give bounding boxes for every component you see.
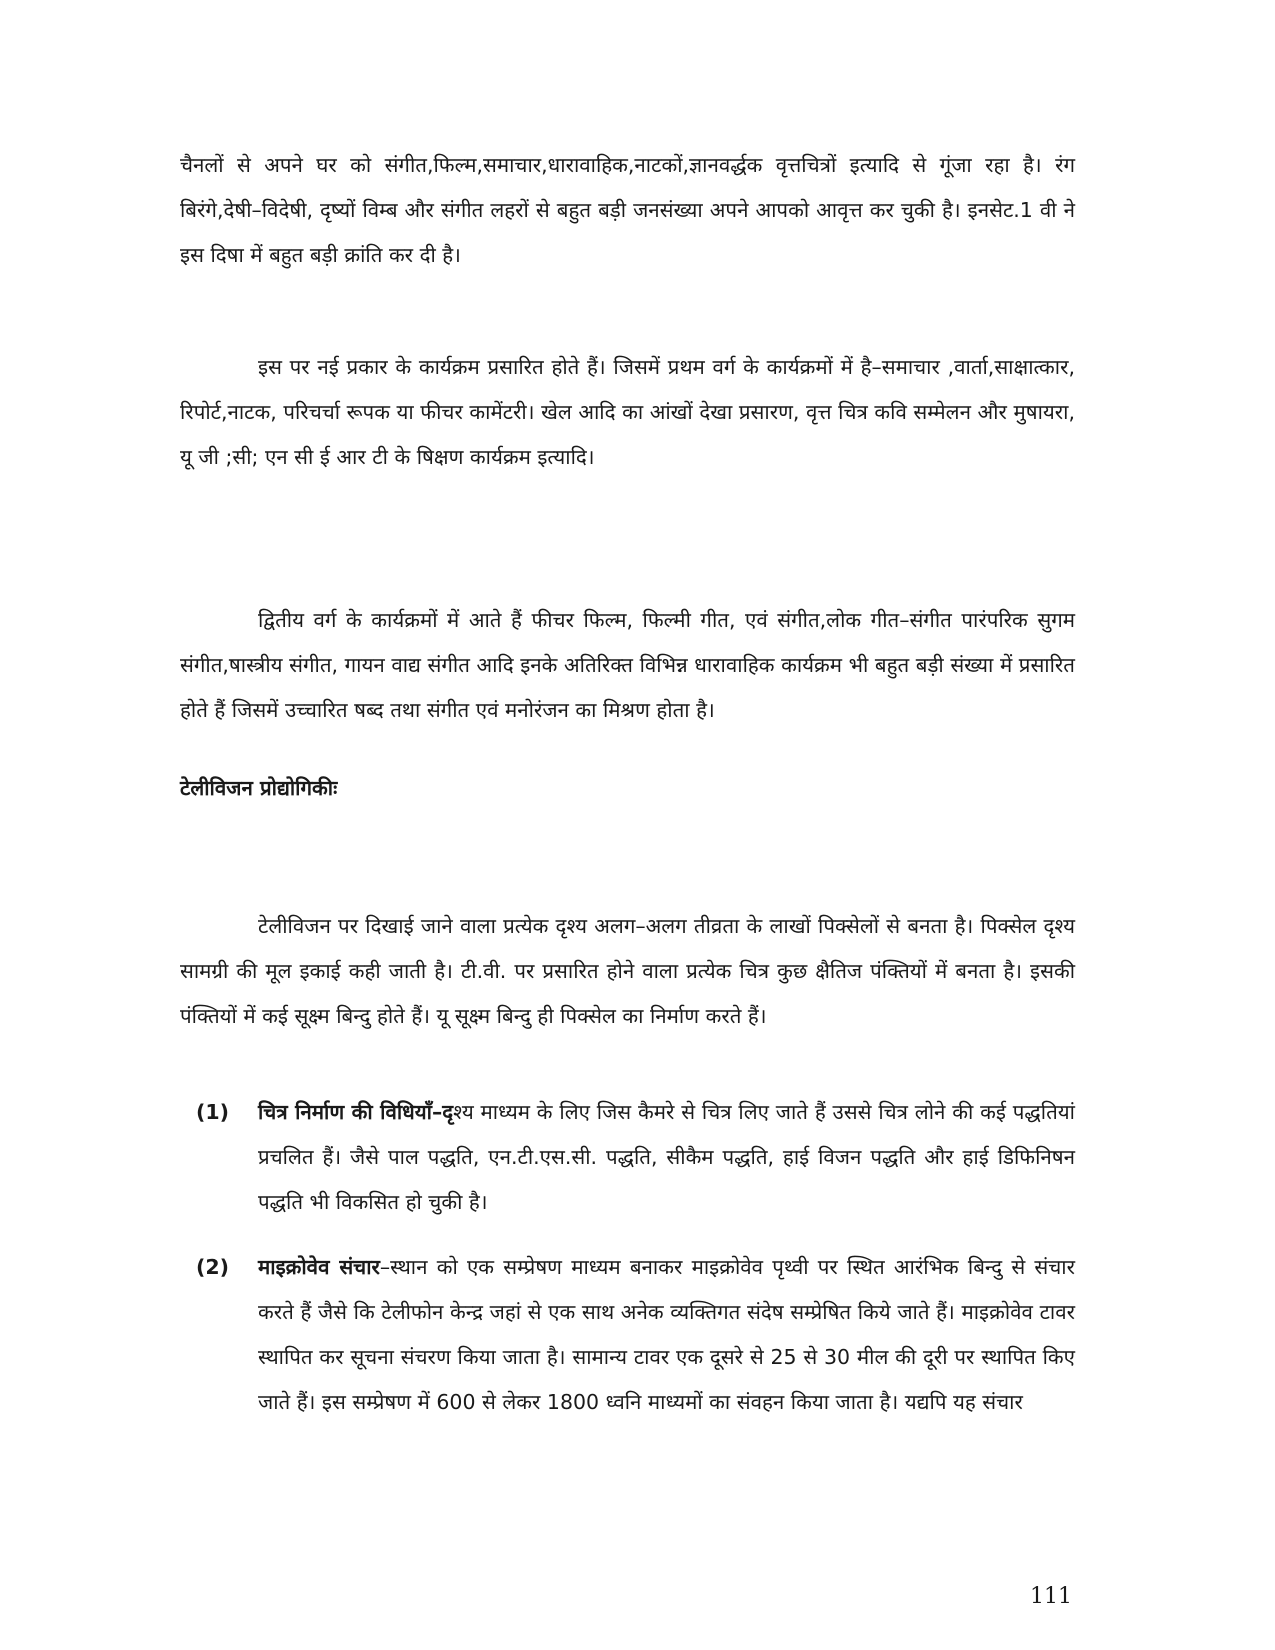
list-text-1: श्य माध्यम के लिए जिस कैमरे से चित्र लिए जाते हैं उससे चित्र लोने की कई पद्धतियां प्रचलित हैं। जैसे पाल पद्धति, एन.टी.एस.सी. पद्धति, सीकैम पद्धति, हाई विजन पद्धति और हाई डिफिनिषन पद्धति भी विकसित हो चुकी है। (258, 1100, 1075, 1214)
list-term-2: माइक्रोवेव संचार (258, 1255, 380, 1279)
paragraph-2: इस पर नई प्रकार के कार्यक्रम प्रसारित होते हैं। जिसमें प्रथम वर्ग के कार्यक्रमों में है–समाचार ,वार्ता,साक्षात्कार, रिपोर्ट,नाटक, परिचर्चा रूपक या फीचर कामेंटरी। खेल आदि का आंखों देखा प्रसारण, वृत्त चित्र कवि सम्मेलन और मुषायरा, यू जी ;सी; एन सी ई आर टी के षिक्षण कार्यक्रम इत्यादि। (180, 355, 1075, 469)
section-heading: टेलीविजन प्रोद्योगिकीः (180, 776, 338, 800)
paragraph-4: टेलीविजन पर दिखाई जाने वाला प्रत्येक दृश्य अलग–अलग तीव्रता के लाखों पिक्सेलों से बनता है। पिक्सेल दृश्य सामग्री की मूल इकाई कही जाती है। टी.वी. पर प्रसारित होने वाला प्रत्येक चित्र कुछ क्षैतिज पंक्तियों में बनता है। इसकी पंक्तियों में कई सूक्ष्म बिन्दु होते हैं। यू सूक्ष्म बिन्दु ही पिक्सेल का निर्माण करते हैं। (180, 914, 1075, 1028)
list-term-1: चित्र निर्माण की विधियाँ–दृ (258, 1100, 454, 1124)
list-marker-2: (2) (196, 1255, 230, 1279)
list-item-2 (196, 1245, 1075, 1425)
list-marker-1: (1) (196, 1100, 230, 1124)
page-number: 111 (1030, 1584, 1072, 1609)
paragraph-1: चैनलों से अपने घर को संगीत,फिल्म,समाचार,धारावाहिक,नाटकों,ज्ञानवर्द्धक वृत्तचित्रों इत्यादि से गूंजा रहा है। रंग बिरंगे,देषी–विदेषी, दृष्यों विम्ब और संगीत लहरों से बहुत बड़ी जनसंख्या अपने आपको आवृत्त कर चुकी है। इनसेट.1 वी ने इस दिषा में बहुत बड़ी क्रांति कर दी है। (180, 153, 1075, 267)
list-item-1 (196, 1090, 1075, 1225)
list-text-2: –स्थान को एक सम्प्रेषण माध्यम बनाकर माइक्रोवेव पृथ्वी पर स्थित आरंभिक बिन्दु से संचार करते हैं जैसे कि टेलीफोन केन्द्र जहां से एक साथ अनेक व्यक्तिगत संदेष सम्प्रेषित किये जाते हैं। माइक्रोवेव टावर स्थापित कर सूचना संचरण किया जाता है। सामान्य टावर एक दूसरे से 25 से 30 मील की दूरी पर स्थापित किए जाते हैं। इस सम्प्रेषण में 600 से लेकर 1800 ध्वनि माध्यमों का संवहन किया जाता है। यद्यपि यह संचार (258, 1255, 1075, 1414)
paragraph-3: द्वितीय वर्ग के कार्यक्रमों में आते हैं फीचर फिल्म, फिल्मी गीत, एवं संगीत,लोक गीत–संगीत पारंपरिक सुगम संगीत,षास्त्रीय संगीत, गायन वाद्य संगीत आदि इनके अतिरिक्त विभिन्न धारावाहिक कार्यक्रम भी बहुत बड़ी संख्या में प्रसारित होते हैं जिसमें उच्चारित षब्द तथा संगीत एवं मनोरंजन का मिश्रण होता है। (180, 608, 1075, 722)
